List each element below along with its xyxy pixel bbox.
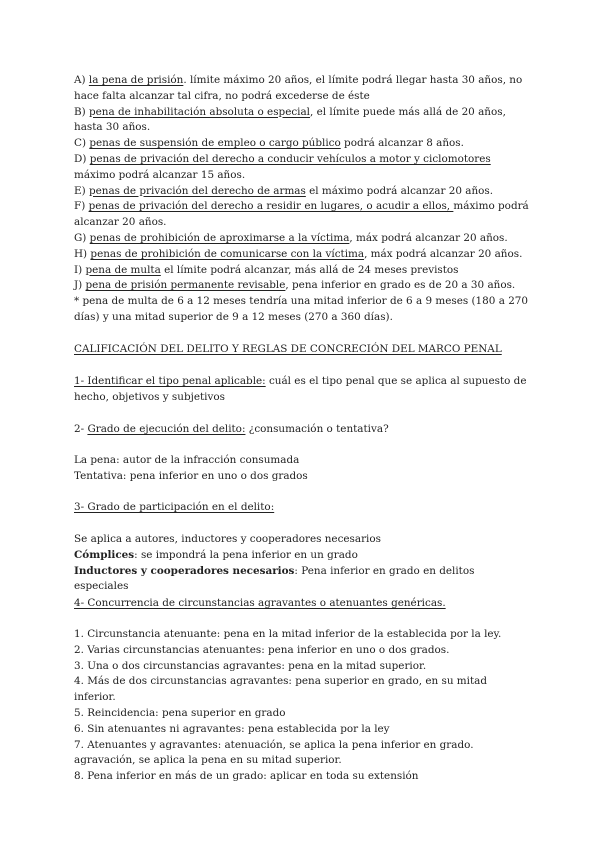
rule-item: 8. Pena inferior en más de un grado: aplicar en toda su extensión — [74, 770, 419, 783]
detail-line: Cómplices: se impondrá la pena inferior en un grado — [74, 548, 358, 561]
rule-item: 5. Reincidencia: pena superior en grado — [74, 706, 286, 719]
penalty-item: C) penas de suspensión de empleo o cargo público podrá alcanzar 8 años. — [74, 137, 464, 150]
rule-item: 7. Atenuantes y agravantes: atenuación, se aplica la pena inferior en grado. agravación, se aplica la pena en su mitad superior. — [74, 738, 474, 767]
penalty-item: H) penas de prohibición de comunicarse con la víctima, máx podrá alcanzar 20 años. — [74, 247, 523, 260]
rule-item: 2. Varias circunstancias atenuantes: pena inferior en uno o dos grados. — [74, 643, 450, 656]
step-1: 1- Identificar el tipo penal aplicable: cuál es el tipo penal que se aplica al supuesto de hecho, objetivos y subjetivos — [74, 375, 527, 403]
penalty-item: J) pena de prisión permanente revisable, pena inferior en grado es de 20 a 30 años. — [74, 279, 516, 292]
rule-item: 1. Circunstancia atenuante: pena en la mitad inferior de la establecida por la ley. — [74, 628, 502, 640]
rule-item: 3. Una o dos circunstancias agravantes: pena en la mitad superior. — [74, 659, 427, 672]
footnote: * pena de multa de 6 a 12 meses tendría una mitad inferior de 6 a 9 meses (180 a 270 días) y una mitad superior de 9 a 12 meses (270 a 360 días). — [74, 295, 529, 323]
rule-item: 6. Sin atenuantes ni agravantes: pena establecida por la ley — [74, 722, 390, 735]
penalty-item: I) pena de multa el límite podrá alcanzar, más allá de 24 meses previstos — [74, 263, 459, 276]
step-2: 2- Grado de ejecución del delito: ¿consumación o tentativa? — [74, 423, 389, 435]
penalty-item: G) penas de prohibición de aproximarse a la víctima, máx podrá alcanzar 20 años. — [74, 231, 508, 244]
detail-line: La pena: autor de la infracción consumada — [74, 454, 300, 466]
step-2-details — [74, 453, 530, 485]
section-title: CALIFICACIÓN DEL DELITO Y REGLAS DE CONCRECIÓN DEL MARCO PENAL — [74, 343, 502, 355]
penalty-item: E) penas de privación del derecho de armas el máximo podrá alcanzar 20 años. — [74, 184, 494, 197]
step-3: 3- Grado de participación en el delito: — [74, 501, 275, 513]
penalty-item: B) pena de inhabilitación absoluta o especial, el límite puede más allá de 20 años, hasta 30 años. — [74, 105, 506, 134]
detail-line: Tentativa: pena inferior en uno o dos grados — [74, 469, 308, 482]
rule-item: 4. Más de dos circunstancias agravantes: pena superior en grado, en su mitad inferior. — [74, 675, 488, 704]
penalty-item: A) la pena de prisión. límite máximo 20 años, el límite podrá llegar hasta 30 años, no hace falta alcanzar tal cifra, no podrá excederse de éste — [74, 74, 523, 102]
step-3-details — [74, 532, 530, 595]
penalty-item: F) penas de privación del derecho a residir en lugares, o acudir a ellos, máximo podrá alcanzar 20 años. — [74, 200, 529, 229]
penalty-list — [74, 73, 530, 294]
penalty-item: D) penas de privación del derecho a conducir vehículos a motor y ciclomotores máximo podrá alcanzar 15 años. — [74, 152, 491, 181]
step-4: 4- Concurrencia de circunstancias agravantes o atenuantes genéricas. — [74, 597, 446, 609]
detail-line: Se aplica a autores, inductores y cooperadores necesarios — [74, 533, 381, 545]
detail-line: Inductores y cooperadores necesarios: Pena inferior en grado en delitos especiales — [74, 564, 475, 593]
rules-list — [74, 627, 530, 785]
